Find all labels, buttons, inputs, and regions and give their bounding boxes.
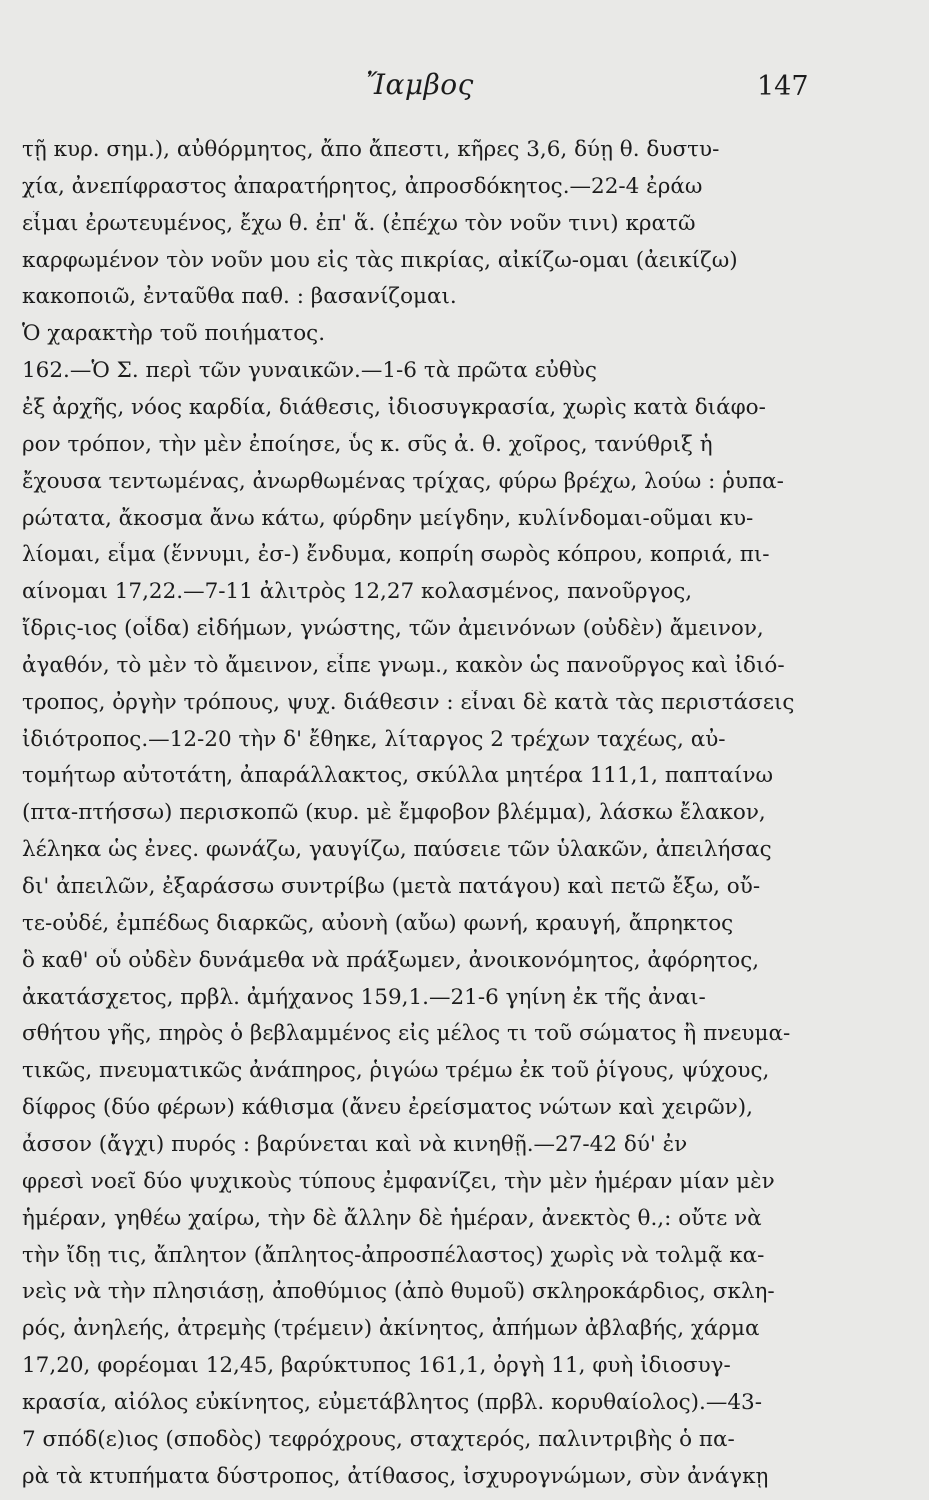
text-line: τροπος, ὀργὴν τρόπους, ψυχ. διάθεσιν : εἶναι δὲ κατὰ τὰς περιστάσεις (22, 689, 795, 715)
text-line: Ὁ χαρακτὴρ τοῦ ποιήματος. (22, 321, 326, 347)
text-line: 7 σπόδ(ε)ιος (σποδὸς) τεφρόχρους, σταχτερός, παλιντριβὴς ὁ πα- (22, 1426, 735, 1452)
text-line: (πτα-πτήσσω) περισκοπῶ (κυρ. μὲ ἔμφοβον βλέμμα), λάσκω ἔλακον, (22, 800, 766, 826)
text-line: κρασία, αἰόλος εὐκίνητος, εὐμετάβλητος (πρβλ. κορυθαίολος).—43- (22, 1389, 762, 1415)
text-line: εἶμαι ἐρωτευμένος, ἔχω θ. ἐπ' ἅ. (ἐπέχω τὸν νοῦν τινι) κρατῶ (22, 210, 696, 236)
text-line: ἔχουσα τεντωμένας, ἀνωρθωμένας τρίχας, φύρω βρέχω, λούω : ῥυπα- (22, 468, 784, 494)
text-line: αίνομαι 17,22.—7-11 ἀλιτρὸς 12,27 κολασμένος, πανοῦργος, (22, 579, 693, 605)
text-line: δίφρος (δύο φέρων) κάθισμα (ἄνευ ἐρείσματος νώτων καὶ χειρῶν), (22, 1095, 753, 1121)
text-line: τικῶς, πνευματικῶς ἀνάπηρος, ῥιγώω τρέμω ἐκ τοῦ ῥίγους, ψύχους, (22, 1058, 770, 1084)
text-line: ἴδρις-ιος (οἶδα) εἰδήμων, γνώστης, τῶν ἀμεινόνων (οὐδὲν) ἄμεινον, (22, 616, 764, 642)
text-line: ἡμέραν, γηθέω χαίρω, τὴν δὲ ἄλλην δὲ ἡμέραν, ἀνεκτὸς θ.,: οὔτε νὰ (22, 1205, 762, 1231)
text-line: ρός, ἀνηλεής, ἀτρεμὴς (τρέμειν) ἀκίνητος, ἀπήμων ἀβλαβής, χάρμα (22, 1316, 760, 1342)
text-line: ἰδιότροπος.—12-20 τὴν δ' ἔθηκε, λίταργος 2 τρέχων ταχέως, αὐ- (22, 726, 726, 752)
text-line: σθήτου γῆς, πηρὸς ὁ βεβλαμμένος εἰς μέλος τι τοῦ σώματος ἢ πνευμα- (22, 1021, 791, 1047)
text-line: δι' ἀπειλῶν, ἐξαράσσω συντρίβω (μετὰ πατάγου) καὶ πετῶ ἔξω, οὔ- (22, 874, 761, 899)
text-line: νεὶς νὰ τὴν πλησιάσῃ, ἀποθύμιος (ἀπὸ θυμοῦ) σκληροκάρδιος, σκλη- (22, 1279, 775, 1305)
text-line: τὴν ἴδῃ τις, ἄπλητον (ἄπλητος-ἀπροσπέλαστος) χωρὶς νὰ τολμᾷ κα- (22, 1242, 765, 1268)
text-line: τομήτωρ αὐτοτάτη, ἀπαράλλακτος, σκύλλα μητέρα 111,1, παπταίνω (22, 763, 774, 789)
text-line: ἀγαθόν, τὸ μὲν τὸ ἄμεινον, εἶπε γνωμ., κακὸν ὡς πανοῦργος καὶ ἰδιό- (22, 652, 785, 678)
text-line: ρώτατα, ἄκοσμα ἄνω κάτω, φύρδην μείγδην, κυλίνδομαι-οῦμαι κυ- (22, 505, 754, 531)
text-line: λέληκα ὡς ἐνες. φωνάζω, γαυγίζω, παύσειε τῶν ὑλακῶν, ἀπειλήσας (22, 837, 772, 863)
text-line: ἀκατάσχετος, πρβλ. ἀμήχανος 159,1.—21-6 γηίνη ἐκ τῆς ἀναι- (22, 984, 706, 1010)
text-line: χία, ἀνεπίφραστος ἀπαρατήρητος, ἀπροσδόκητος.—22-4 ἐράω (22, 173, 703, 199)
running-head-title: Ἴαμβος (366, 68, 474, 101)
text-line: ἐξ ἀρχῆς, νόος καρδία, διάθεσις, ἰδιοσυγκρασία, χωρὶς κατὰ διάφο- (22, 394, 766, 420)
text-line: τε-οὐδέ, ἐμπέδως διαρκῶς, αὐονὴ (αὔω) φωνή, κραυγή, ἄπρηκτος (22, 910, 734, 936)
page-number: 147 (757, 71, 809, 102)
text-line: ρον τρόπον, τὴν μὲν ἐποίησε, ὗς κ. σῦς ἀ. θ. χοῖρος, τανύθριξ ἡ (22, 431, 713, 457)
text-line: φρεσὶ νοεῖ δύο ψυχικοὺς τύπους ἐμφανίζει, τὴν μὲν ἡμέραν μίαν μὲν (22, 1168, 775, 1194)
text-line: κακοποιῶ, ἐνταῦθα παθ. : βασανίζομαι. (22, 284, 457, 310)
text-line: ὃ καθ' οὗ οὐδὲν δυνάμεθα νὰ πράξωμεν, ἀνοικονόμητος, ἀφόρητος, (22, 947, 760, 973)
text-line: ἆσσον (ἄγχι) πυρός : βαρύνεται καὶ νὰ κινηθῇ.—27-42 δύ' ἐν (22, 1131, 688, 1157)
text-line: καρφωμένον τὸν νοῦν μου εἰς τὰς πικρίας, αἰκίζω-ομαι (ἀεικίζω) (22, 247, 738, 273)
text-line: τῇ κυρ. σημ.), αὐθόρμητος, ἄπο ἄπεστι, κῆρες 3,6, δύῃ θ. δυστυ- (22, 137, 720, 162)
text-line: ρὰ τὰ κτυπήματα δύστροπος, ἀτίθασος, ἰσχυρογνώμων, σὺν ἀνάγκῃ (22, 1463, 769, 1489)
text-line: λίομαι, εἷμα (ἕννυμι, ἐσ-) ἔνδυμα, κοπρίη σωρὸς κόπρου, κοπριά, πι- (22, 542, 770, 568)
text-line: 17,20, φορέομαι 12,45, βαρύκτυπος 161,1, ὀργὴ 11, φυὴ ἰδιοσυγ- (22, 1353, 731, 1379)
text-line: 162.—Ὁ Σ. περὶ τῶν γυναικῶν.—1-6 τὰ πρῶτα εὐθὺς (22, 358, 597, 384)
